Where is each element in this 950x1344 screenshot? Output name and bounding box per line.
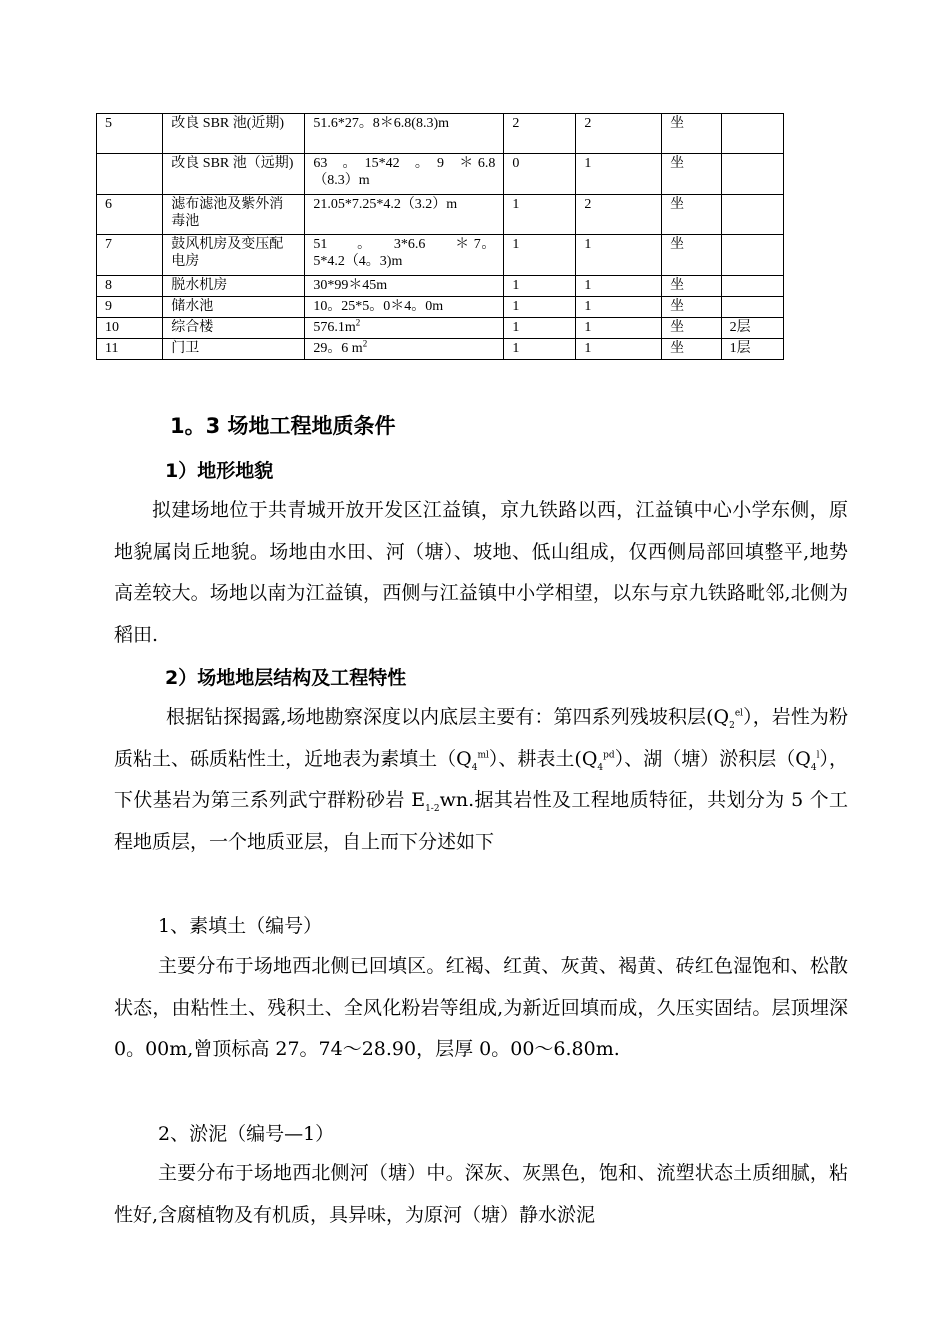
cell-unit: 坐 xyxy=(662,339,721,360)
text-run: ）、耕表土(Q xyxy=(488,747,598,770)
list-item-fill-soil: 1、素填土（编号） xyxy=(158,915,323,937)
table-row xyxy=(97,114,784,154)
cell-note: 1层 xyxy=(721,339,783,360)
cell-qty2: 1 xyxy=(576,235,662,276)
cell-note xyxy=(721,297,783,318)
cell-qty1: 2 xyxy=(504,114,576,154)
cell-qty2: 1 xyxy=(576,154,662,195)
paragraph-strata xyxy=(114,697,848,863)
cell-name: 改良 SBR 池(近期) xyxy=(163,114,305,154)
table-row xyxy=(97,195,784,235)
size-unit-exponent: 2 xyxy=(355,317,361,328)
facility-table xyxy=(96,113,784,360)
cell-qty2: 2 xyxy=(576,195,662,235)
cell-no xyxy=(97,154,163,195)
cell-name: 门卫 xyxy=(163,339,305,360)
cell-qty2: 1 xyxy=(576,297,662,318)
text-run: ）、湖（塘）淤积层（Q xyxy=(614,747,811,770)
cell-no: 7 xyxy=(97,235,163,276)
cell-name: 滤布滤池及紫外消毒池 xyxy=(163,195,305,235)
cell-size: 51.6*27。8＊6.8(8.3)m xyxy=(305,114,504,154)
cell-qty1: 1 xyxy=(504,276,576,297)
cell-note xyxy=(721,154,783,195)
cell-qty2: 2 xyxy=(576,114,662,154)
cell-qty1: 1 xyxy=(504,339,576,360)
section-heading: 1。3 场地工程地质条件 xyxy=(170,414,396,438)
cell-no: 5 xyxy=(97,114,163,154)
list-item-silt: 2、淤泥（编号—1） xyxy=(158,1123,335,1145)
superscript: pd xyxy=(603,750,615,761)
subscript: 4 xyxy=(810,762,817,773)
cell-no: 10 xyxy=(97,318,163,339)
subscript: 1-2 xyxy=(425,803,440,814)
cell-qty1: 1 xyxy=(504,195,576,235)
cell-no: 8 xyxy=(97,276,163,297)
cell-unit: 坐 xyxy=(662,276,721,297)
cell-note xyxy=(721,276,783,297)
subscript: 2 xyxy=(729,720,735,731)
cell-qty2: 1 xyxy=(576,318,662,339)
cell-name: 改良 SBR 池（远期) xyxy=(163,154,305,195)
size-value: 576.1m xyxy=(313,320,356,335)
size-unit-exponent: 2 xyxy=(362,338,368,349)
table-row xyxy=(97,154,784,195)
cell-note: 2层 xyxy=(721,318,783,339)
cell-qty2: 1 xyxy=(576,276,662,297)
cell-size: 51 。 3*6.6 ＊ 7。5*4.2（4。3)m xyxy=(305,235,504,276)
cell-unit: 坐 xyxy=(662,235,721,276)
table-row xyxy=(97,297,784,318)
cell-size: 63 。 15*42 。 9 ＊ 6.8（8.3）m xyxy=(305,154,504,195)
superscript: ml xyxy=(477,750,489,761)
cell-qty1: 1 xyxy=(504,297,576,318)
subheading-strata: 2）场地地层结构及工程特性 xyxy=(165,667,407,689)
cell-qty2: 1 xyxy=(576,339,662,360)
cell-unit: 坐 xyxy=(662,297,721,318)
text-run: 根据钻探揭露,场地勘察深度以内底层主要有：第四系列残坡积层(Q xyxy=(166,706,730,728)
table-row xyxy=(97,235,784,276)
cell-no: 11 xyxy=(97,339,163,360)
cell-name: 储水池 xyxy=(163,297,305,318)
text-run: ），下伏基岩为第三系列武宁群粉砂岩 E xyxy=(114,747,848,811)
cell-unit: 坐 xyxy=(662,154,721,195)
text-run: ），岩性为粉质粘土、砾质粘性土，近地表为素填土（Q xyxy=(114,706,848,770)
cell-note xyxy=(721,235,783,276)
cell-qty1: 1 xyxy=(504,318,576,339)
table-row xyxy=(97,339,784,360)
cell-no: 6 xyxy=(97,195,163,235)
cell-qty1: 1 xyxy=(504,235,576,276)
cell-unit: 坐 xyxy=(662,114,721,154)
cell-name: 鼓风机房及变压配电房 xyxy=(163,235,305,276)
subscript: 4 xyxy=(471,762,478,773)
cell-name: 综合楼 xyxy=(163,318,305,339)
cell-note xyxy=(721,195,783,235)
cell-no: 9 xyxy=(97,297,163,318)
text-run: wn.据其岩性及工程地质特征，共划分为 5 个工程地质层，一个地质亚层，自上而下分述如下 xyxy=(114,789,848,853)
subscript: 4 xyxy=(597,762,604,773)
superscript: el xyxy=(734,708,744,719)
cell-size: 21.05*7.25*4.2（3.2）m xyxy=(305,195,504,235)
cell-unit: 坐 xyxy=(662,195,721,235)
subheading-terrain: 1）地形地貌 xyxy=(165,460,274,482)
paragraph-terrain: 拟建场地位于共青城开放开发区江益镇，京九铁路以西，江益镇中心小学东侧，原地貌属岗丘地貌。场地由水田、河（塘）、坡地、低山组成，仅西侧局部回填整平,地势高差较大。场地以南为江益镇，西侧与江益镇中小学相望，以东与京九铁路毗邻,北侧为稻田. xyxy=(114,499,848,646)
superscript: l xyxy=(816,750,820,761)
cell-size: 10。25*5。0＊4。0m xyxy=(305,297,504,318)
paragraph-fill-soil: 主要分布于场地西北侧已回填区。红褐、红黄、灰黄、褐黄、砖红色湿饱和、松散状态，由粘性土、残积土、全风化粉岩等组成,为新近回填而成，久压实固结。层顶埋深 0。00m,曾顶标高 27。74～28.90，层厚 0。00～6.80m. xyxy=(114,955,848,1060)
cell-size xyxy=(305,339,504,360)
cell-note xyxy=(721,114,783,154)
paragraph-silt: 主要分布于场地西北侧河（塘）中。深灰、灰黑色，饱和、流塑状态土质细腻，粘性好,含腐植物及有机质，具异味，为原河（塘）静水淤泥 xyxy=(114,1162,848,1226)
cell-name: 脱水机房 xyxy=(163,276,305,297)
cell-qty1: 0 xyxy=(504,154,576,195)
table-row xyxy=(97,318,784,339)
cell-size xyxy=(305,318,504,339)
table-row xyxy=(97,276,784,297)
cell-size: 30*99＊45m xyxy=(305,276,504,297)
size-value: 29。6 m xyxy=(313,341,363,356)
cell-unit: 坐 xyxy=(662,318,721,339)
